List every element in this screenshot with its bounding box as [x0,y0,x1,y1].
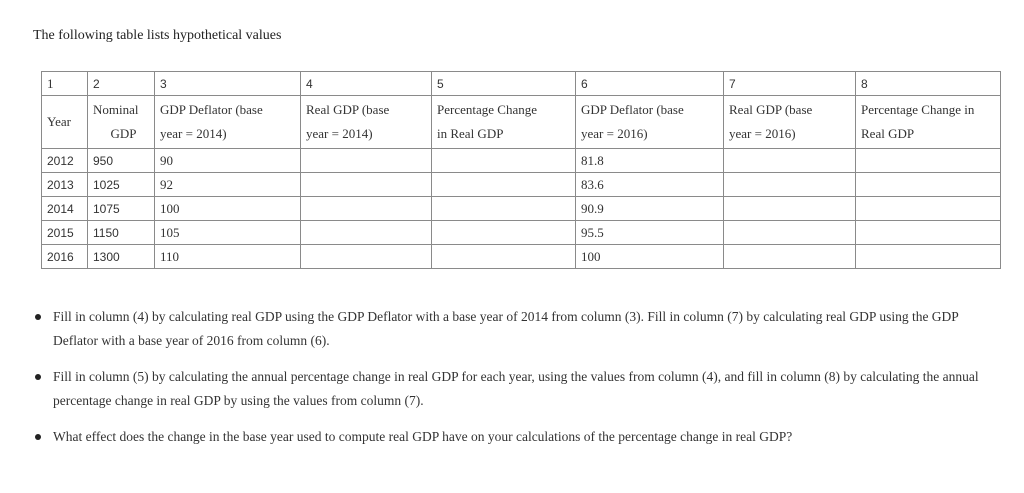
table-row [42,221,1001,245]
column-header [42,96,88,149]
table-cell: 92 [155,173,301,197]
table-row [42,245,1001,269]
bullet-icon [35,434,41,440]
header-line: Percentage Change in [861,102,975,117]
table-cell [432,149,576,173]
header-line: year = 2016) [729,126,796,141]
header-line: Real GDP [861,126,915,141]
header-line: in Real GDP [437,126,504,141]
table-cell: 2015 [42,221,88,245]
column-number: 7 [724,72,856,96]
instruction-list [35,305,995,461]
header-line: year = 2014) [160,126,227,141]
header-line: year = 2014) [306,126,373,141]
table-cell: 1150 [88,221,155,245]
column-header [88,96,155,149]
table-cell [724,221,856,245]
table-cell: 95.5 [576,221,724,245]
column-header [724,96,856,149]
table-cell: 100 [576,245,724,269]
column-number: 1 [42,72,88,96]
table-cell [301,221,432,245]
table-cell [432,221,576,245]
table-cell [301,197,432,221]
table-cell [856,245,1001,269]
table-cell: 83.6 [576,173,724,197]
header-line: GDP Deflator (base [160,102,263,117]
header-line: year = 2016) [581,126,648,141]
table-cell: 2012 [42,149,88,173]
table-cell: 105 [155,221,301,245]
column-number: 2 [88,72,155,96]
header-line: Year [47,114,71,129]
header-line: Real GDP (base [729,102,813,117]
column-header [432,96,576,149]
header-line: GDP [110,126,137,141]
table-cell: 100 [155,197,301,221]
column-header [301,96,432,149]
table-cell [432,197,576,221]
table-cell [856,149,1001,173]
table-cell: 1025 [88,173,155,197]
table-cell: 2013 [42,173,88,197]
list-item [35,425,995,449]
table-cell [724,149,856,173]
table-cell: 2014 [42,197,88,221]
table-cell [856,221,1001,245]
column-number-row [42,72,1001,96]
table-cell [856,197,1001,221]
table-row [42,173,1001,197]
table-cell [432,245,576,269]
gdp-table [41,71,1001,269]
column-number: 3 [155,72,301,96]
table-cell: 81.8 [576,149,724,173]
header-line: Nominal [93,102,139,117]
instruction-text: What effect does the change in the base year used to compute real GDP have on your calculations of the percentage change in real GDP? [53,429,793,444]
header-line: Real GDP (base [306,102,390,117]
table-cell: 110 [155,245,301,269]
table-cell [301,149,432,173]
bullet-icon [35,374,41,380]
list-item [35,365,995,413]
table-cell: 1075 [88,197,155,221]
table-cell [724,245,856,269]
column-number: 6 [576,72,724,96]
column-number: 4 [301,72,432,96]
column-number: 8 [856,72,1001,96]
list-item [35,305,995,353]
table-cell [301,173,432,197]
column-header [155,96,301,149]
table-cell: 2016 [42,245,88,269]
table-cell [856,173,1001,197]
table-cell: 90.9 [576,197,724,221]
table-cell [432,173,576,197]
table-row [42,197,1001,221]
table-cell [724,173,856,197]
header-row [42,96,1001,149]
instruction-text: Fill in column (4) by calculating real GDP using the GDP Deflator with a base year of 2014 from column (3). Fill in column (7) by calculating real GDP using the GDP Deflator with a base year of 2016 from column (6). [53,309,959,348]
header-line: Percentage Change [437,102,537,117]
column-header [576,96,724,149]
instruction-text: Fill in column (5) by calculating the annual percentage change in real GDP for each year, using the values from column (4), and fill in column (8) by calculating the annual percentage change in real GDP by using the values from column (7). [53,369,979,408]
table-cell: 1300 [88,245,155,269]
column-number: 5 [432,72,576,96]
table-cell: 950 [88,149,155,173]
column-header [856,96,1001,149]
table-row [42,149,1001,173]
header-line: GDP Deflator (base [581,102,684,117]
table-cell [724,197,856,221]
table-cell: 90 [155,149,301,173]
intro-text: The following table lists hypothetical values [33,28,282,43]
bullet-icon [35,314,41,320]
table-cell [301,245,432,269]
